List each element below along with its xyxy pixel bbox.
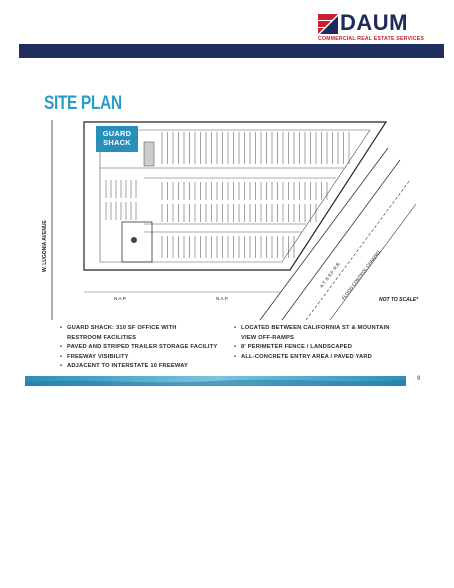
header-bar	[19, 44, 444, 58]
list-item: • LOCATED BETWEEN CALIFORNIA ST & MOUNTAIN	[234, 324, 390, 334]
list-item: • ALL-CONCRETE ENTRY AREA / PAVED YARD	[234, 353, 390, 363]
guard-label-line-2: SHACK	[103, 138, 131, 147]
scale-note: NOT TO SCALE*	[379, 297, 419, 303]
daum-logo	[318, 10, 436, 44]
rail-line-1	[260, 148, 388, 320]
inner-lot	[100, 130, 370, 262]
guard-shack-label	[96, 126, 138, 152]
list-item: • FREEWAY VISIBILITY	[60, 353, 217, 363]
features-list-left	[60, 324, 217, 372]
daum-logo-mark-icon	[318, 14, 338, 34]
guard-label-line-1: GUARD	[102, 129, 132, 138]
entry-building	[122, 222, 152, 262]
parking-stalls	[106, 132, 349, 258]
list-item: • 8' PERIMETER FENCE / LANDSCAPED	[234, 343, 390, 353]
page-title: SITE PLAN	[44, 93, 122, 114]
page-number: 9	[417, 376, 421, 382]
entry-marker	[131, 237, 137, 243]
flood-label: FLOOD CONTROL CHANNEL	[340, 248, 382, 301]
rail-label: A.T. & S.F. R.R.	[318, 260, 342, 289]
list-item: • PAVED AND STRIPED TRAILER STORAGE FACILITY	[60, 343, 217, 353]
footer-wave-bar	[25, 376, 406, 386]
list-item-continuation: VIEW OFF-RAMPS	[241, 334, 294, 341]
nap-right-label: N.A.P.	[216, 296, 229, 301]
list-item-continuation: RESTROOM FACILITIES	[67, 334, 137, 341]
brand-name: DAUM	[340, 10, 408, 35]
guard-shack-building	[144, 142, 154, 166]
nap-left-label: N.A.P.	[114, 296, 127, 301]
features-list-right	[234, 324, 390, 362]
street-label: W. LUGONIA AVENUE	[42, 220, 48, 272]
list-item: • ADJACENT TO INTERSTATE 10 FREEWAY	[60, 362, 217, 372]
list-item: • GUARD SHACK: 310 SF OFFICE WITH	[60, 324, 217, 334]
brand-tagline: COMMERCIAL REAL ESTATE SERVICES	[318, 36, 425, 42]
